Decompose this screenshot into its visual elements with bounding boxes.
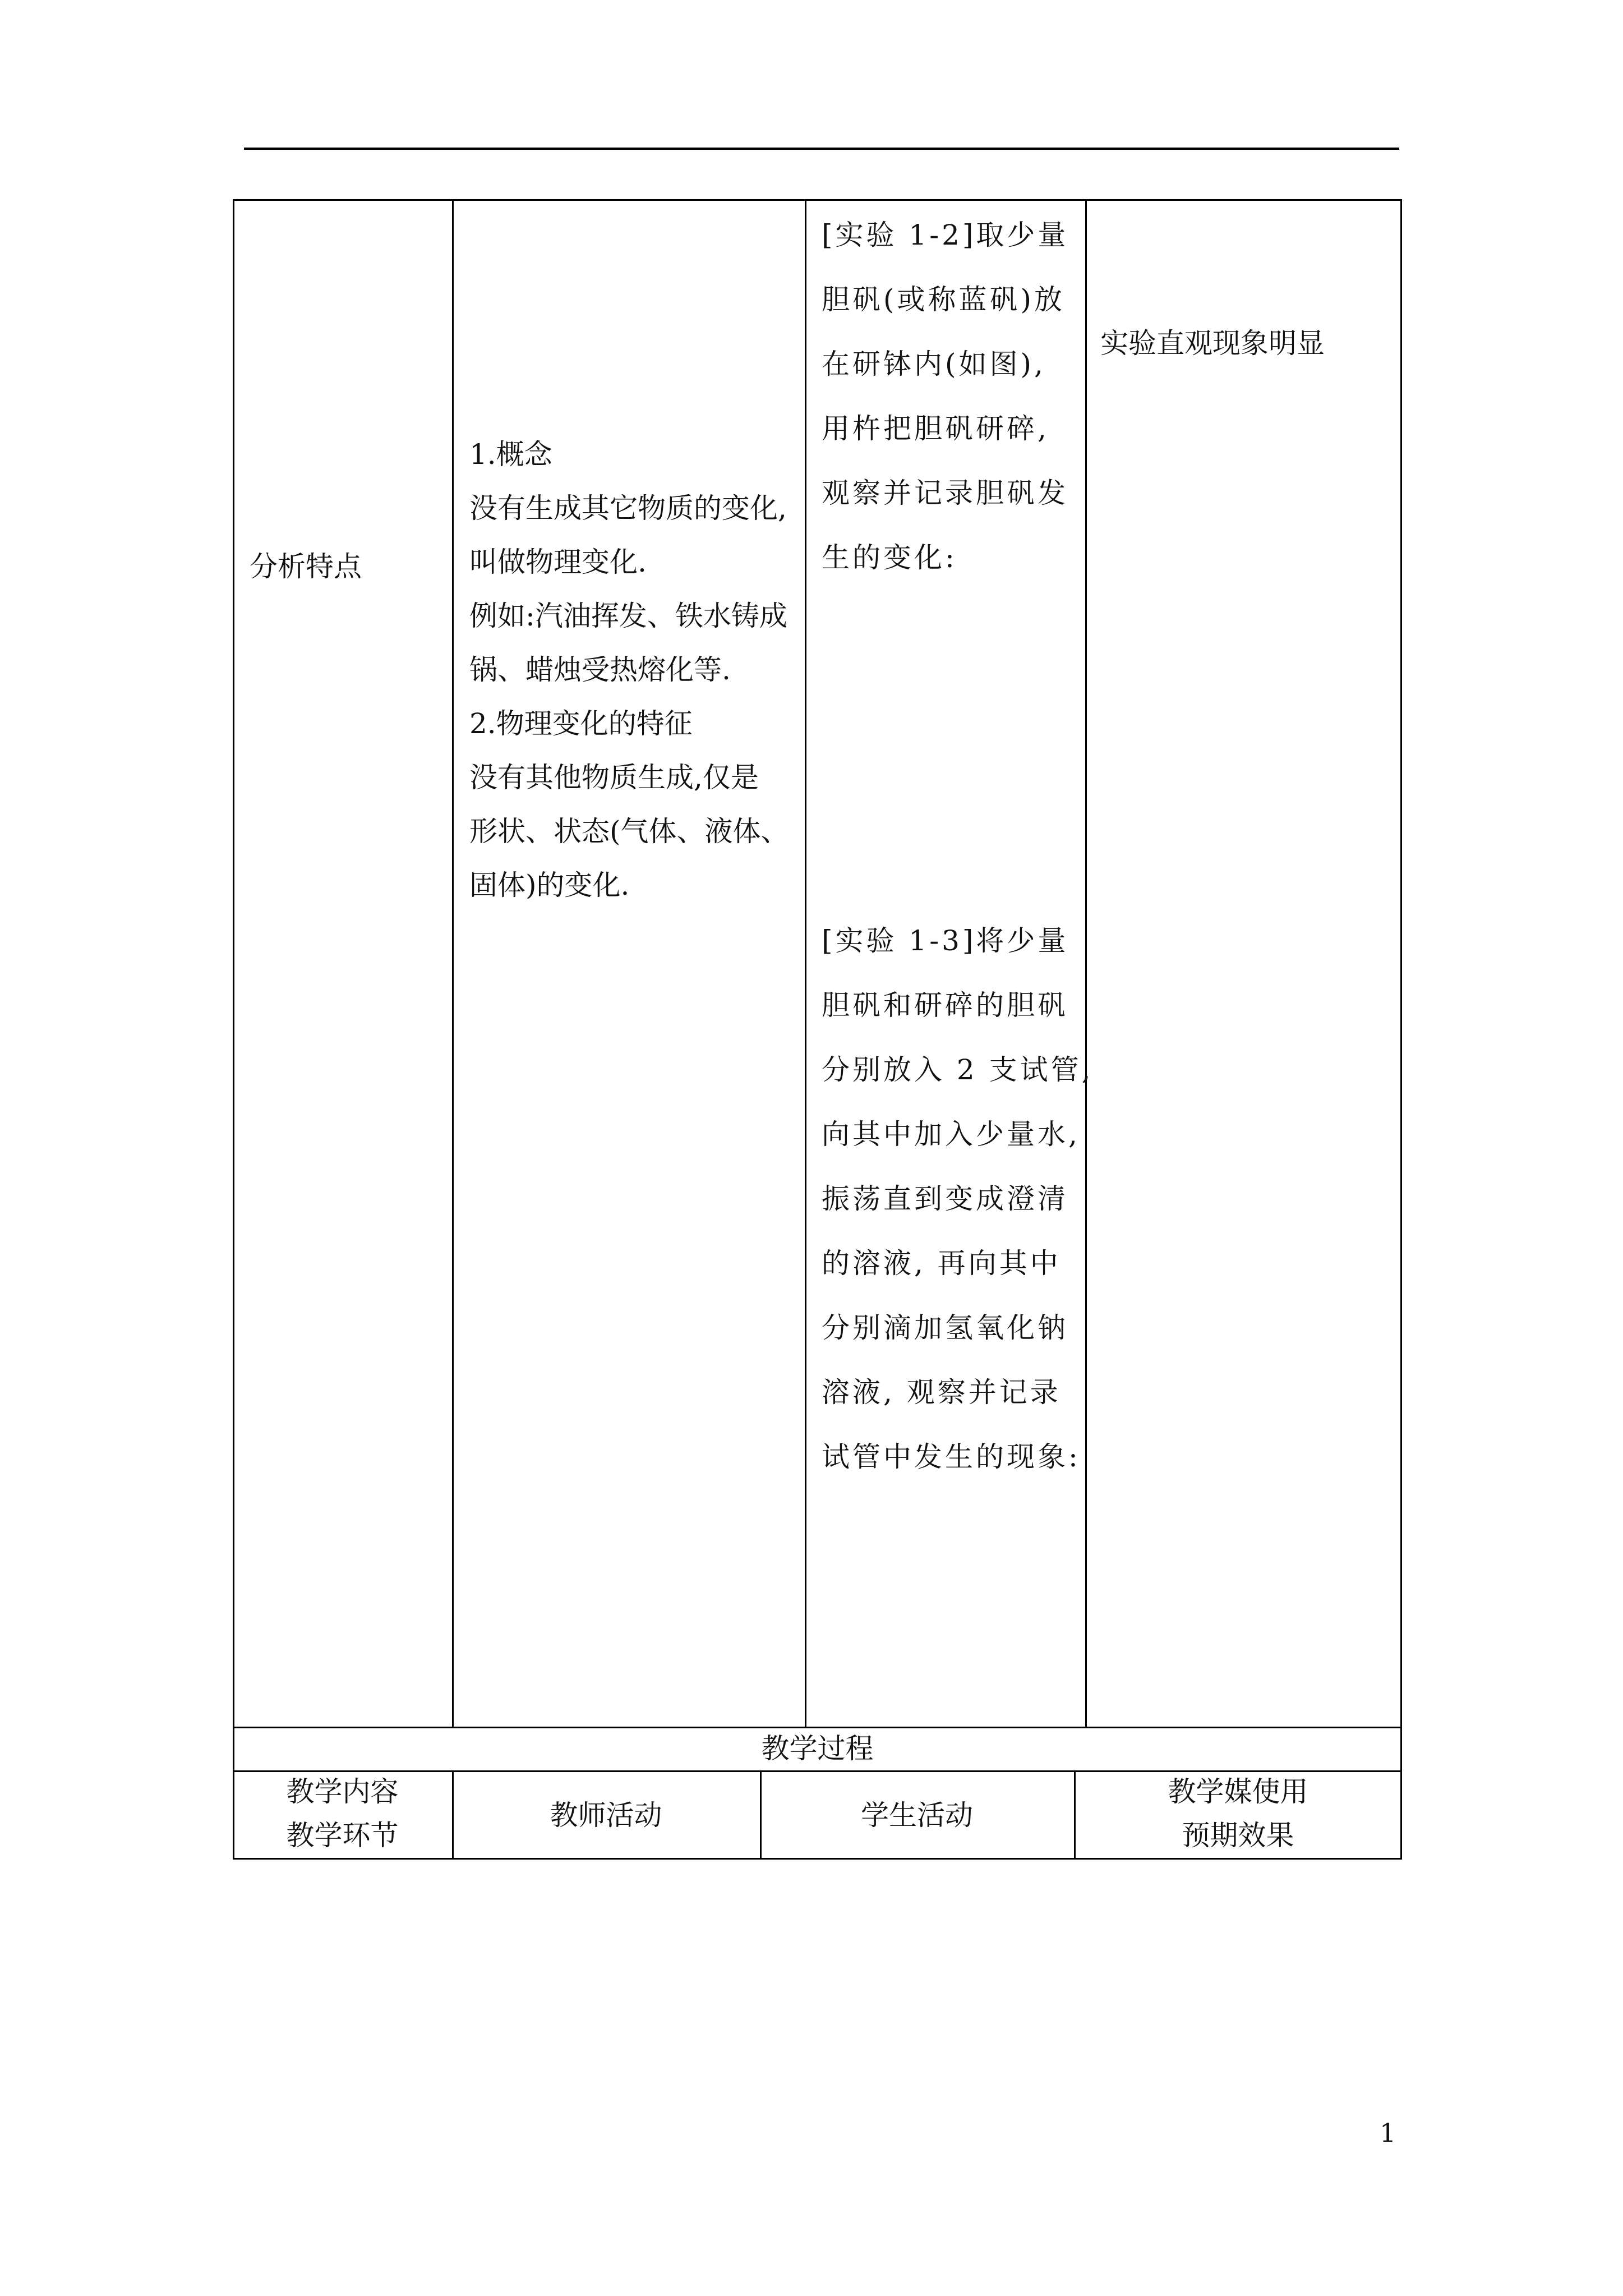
page-number: 1 <box>1380 2118 1396 2148</box>
cell-teacher-content: 1.概念 没有生成其它物质的变化, 叫做物理变化. 例如:汽油挥发、铁水铸成 锅、蜡烛受热熔化等. 2.物理变化的特征 没有其他物质生成,仅是 形状、状态(气体、液体、 固体)的变化. <box>469 438 789 901</box>
cell-stage-label: 分析特点 <box>250 550 362 583</box>
cell-experiment-1-2: [实验 1-2]取少量 胆矾(或称蓝矾)放 在研钵内(如图), 用杵把胆矾研碎, 观察并记录胆矾发 生的变化: <box>822 219 1069 574</box>
header-teacher-activity: 教师活动 <box>550 1799 662 1832</box>
header-media-line1: 教学媒使用 <box>1168 1775 1308 1808</box>
header-content-line2: 教学环节 <box>286 1819 399 1852</box>
header-content-line1: 教学内容 <box>286 1775 399 1808</box>
header-rule <box>244 148 1399 150</box>
column-divider <box>805 199 806 1727</box>
header-media-line2: 预期效果 <box>1182 1819 1294 1852</box>
section-title: 教学过程 <box>761 1732 874 1765</box>
header-student-activity: 学生活动 <box>861 1799 973 1832</box>
cell-experiment-1-3: [实验 1-3]将少量 胆矾和研碎的胆矾 分别放入 2 支试管, 向其中加入少量水, 振荡直到变成澄清 的溶液, 再向其中 分别滴加氢氧化钠 溶液, 观察并记录 试管中发生的现象: <box>822 924 1094 1473</box>
cell-expected-effect: 实验直观现象明显 <box>1100 327 1325 360</box>
lesson-table <box>233 199 1402 1860</box>
column-divider <box>452 199 454 1727</box>
